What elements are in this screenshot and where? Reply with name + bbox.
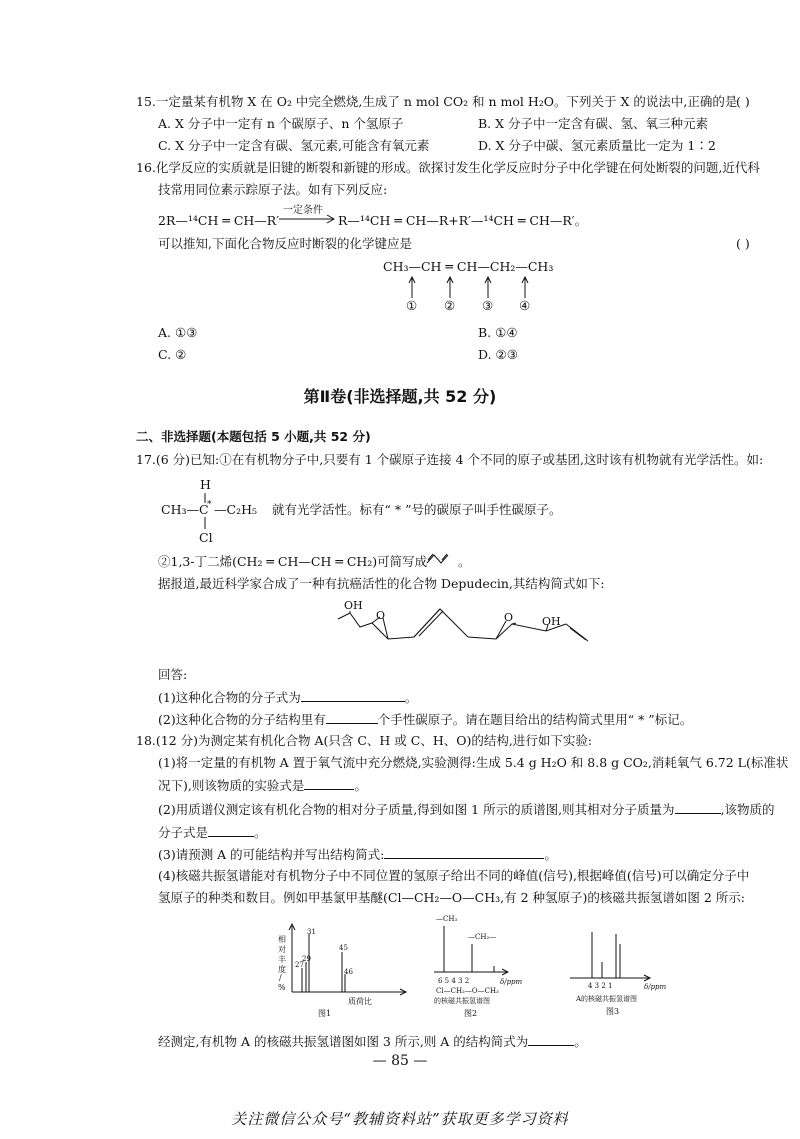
- q17-line3: 据报道,最近科学家合成了一种有抗癌活性的化合物 Depudecin,其结构简式如下:: [158, 576, 605, 591]
- q17-line1: 17.(6 分)已知:①在有机物分子中,只要有 1 个碳原子连接 4 个不同的原子或基团,这时该有机物就有光学活性。如:: [136, 452, 764, 467]
- q18-sub2-line2: [158, 824, 267, 841]
- fig2-label-ch3: —CH₃: [436, 915, 458, 923]
- fig1-peak-label: 31: [307, 928, 316, 936]
- depudecin-OH1: OH: [344, 599, 363, 612]
- q16-line3: 可以推知,下面化合物反应时断裂的化学键应是: [158, 236, 412, 251]
- fig1-xlabel: 质荷比: [348, 997, 372, 1006]
- butadiene-skeletal: [425, 551, 455, 567]
- q18-final-end: 。: [574, 1034, 587, 1049]
- fig2-nmr-spectrum: [424, 912, 536, 1020]
- fig2-caption: 图2: [464, 1009, 478, 1018]
- q18-sub1-line2: [158, 777, 367, 794]
- q18-sub2-line2-end: 。: [254, 825, 267, 840]
- q18-sub2-text: (2)用质谱仪测定该有机化合物的相对分子质量,得到如图 1 所示的质谱图,则其相对分子质量为: [158, 802, 675, 817]
- fig1-peak-label: 29: [302, 955, 311, 963]
- q17-butadiene-end: 。: [458, 554, 471, 569]
- q15-answer-paren[interactable]: ( ): [736, 94, 750, 109]
- q16-option-a: A. ①③: [158, 325, 198, 340]
- q18-sub1-line1: (1)将一定量的有机物 A 置于氧气流中充分燃烧,实验测得:生成 5.4 g H₂O 和 8.8 g CO₂,消耗氧气 6.72 L(标准状: [158, 755, 789, 770]
- q18-sub4-line2: 氢原子的种类和数目。例如甲基氯甲基醚(Cl—CH₂—O—CH₃,有 2 种氢原子)的核磁共振氢谱如图 2 所示:: [158, 890, 746, 905]
- fig3-caption: 图3: [606, 1007, 620, 1016]
- fig1-ylabel-char: 丰: [278, 955, 286, 964]
- depudecin-structure: [330, 597, 610, 662]
- q17-sub2: [158, 711, 692, 728]
- q16-equation-right: R—¹⁴CH ═ CH—R+R′—¹⁴CH ═ CH—R′。: [338, 213, 588, 228]
- q16-line1: 16.化学反应的实质就是旧键的断裂和新键的形成。欲探讨发生化学反应时分子中化学键在何处断裂的问题,近代科: [136, 160, 760, 175]
- q18-sub2-blank1[interactable]: [675, 801, 721, 814]
- page-number: — 85 —: [372, 1053, 428, 1069]
- q17-sub1-blank[interactable]: [301, 689, 405, 702]
- q16-option-b: B. ①④: [478, 325, 518, 340]
- fig1-ylabel-char: %: [278, 983, 286, 992]
- fig1-mass-spectrum: [276, 912, 416, 1020]
- q16-bond-label-2: ②: [444, 298, 456, 313]
- chiral-example-left: CH₃—C: [161, 502, 209, 517]
- q15-option-c: C. X 分子中一定含有碳、氢元素,可能含有氧元素: [158, 138, 430, 153]
- q16-condition: 一定条件: [283, 205, 323, 216]
- chiral-example-Cl: Cl: [199, 530, 213, 545]
- depudecin-O1: O: [376, 609, 386, 622]
- q18-sub3-end: 。: [544, 847, 557, 862]
- q17-sub2-text: (2)这种化合物的分子结构里有: [158, 712, 326, 727]
- q15-option-a: A. X 分子中一定有 n 个碳原子、n 个氢原子: [158, 116, 404, 131]
- q18-sub2-line2-text: 分子式是: [158, 825, 209, 840]
- q16-option-d: D. ②③: [478, 347, 518, 362]
- q18-sub4-line1: (4)核磁共振氢谱能对有机物分子中不同位置的氢原子给出不同的峰值(信号),根据峰值(信号)可以确定分子中: [158, 868, 750, 883]
- q18-sub1-blank[interactable]: [304, 777, 354, 790]
- q15-stem: 15.一定量某有机物 X 在 O₂ 中完全燃烧,生成了 n mol CO₂ 和 n mol H₂O。下列关于 X 的说法中,正确的是: [136, 94, 738, 109]
- q16-equation-left: 2R—¹⁴CH ═ CH—R′: [158, 213, 280, 228]
- fig1-ylabel-char: 对: [278, 945, 286, 954]
- q18-sub3-blank[interactable]: [384, 846, 544, 859]
- fig2-label-ch2: —CH₂—: [468, 933, 497, 941]
- fig2-ticks: 6 5 4 3 2: [438, 977, 470, 985]
- q18-sub1-text: 况下),则该物质的实验式是: [158, 778, 305, 793]
- q15-option-b: B. X 分子中一定含有碳、氢、氧三种元素: [478, 116, 709, 131]
- q15-option-d: D. X 分子中碳、氢元素质量比一定为 1∶2: [478, 138, 716, 153]
- fig3-ticks: 4 3 2 1: [588, 982, 613, 990]
- q18-sub2-blank2[interactable]: [208, 824, 254, 837]
- q17-sub1: [158, 689, 417, 706]
- depudecin-O2: O: [504, 611, 514, 624]
- q18-sub1-end: 。: [354, 778, 367, 793]
- q16-bond-label-1: ①: [406, 298, 418, 313]
- q18-final: [158, 1033, 587, 1050]
- q17-answer: 回答:: [158, 667, 188, 682]
- q17-sub2-end: 个手性碳原子。请在题目给出的结构简式里用“ * ”标记。: [377, 712, 693, 727]
- q17-butadiene-text: ②1,3-丁二烯(CH₂ ═ CH—CH ═ CH₂)可简写成: [158, 554, 428, 569]
- q16-line2: 技常用同位素示踪原子法。如有下列反应:: [158, 182, 388, 197]
- chiral-example-right: —C₂H₅: [214, 502, 257, 517]
- fig3-nmr-spectrum: [566, 912, 676, 1020]
- q18-line1: 18.(12 分)为测定某有机化合物 A(只含 C、H 或 C、H、O)的结构,进行如下实验:: [136, 733, 593, 748]
- fig1-ylabel-char: 度: [278, 965, 286, 974]
- fig2-subtitle: 的核磁共振氢谱图: [434, 997, 490, 1005]
- q16-option-c: C. ②: [158, 347, 187, 362]
- q18-final-blank[interactable]: [528, 1033, 574, 1046]
- fig1-caption: 图1: [318, 1009, 332, 1018]
- fig2-compound: Cl—CH₂—O—CH₃: [436, 987, 499, 995]
- q16-reaction-arrow: [279, 214, 337, 224]
- fig3-subtitle: A的核磁共振氢谱图: [576, 995, 638, 1003]
- q18-sub3: [158, 846, 557, 863]
- fig3-unit: δ/ppm: [644, 983, 667, 991]
- fig1-ylabel-char: /: [279, 973, 282, 982]
- q18-sub3-text: (3)请预测 A 的可能结构并写出结构简式:: [158, 847, 385, 862]
- section-title: 第Ⅱ卷(非选择题,共 52 分): [303, 387, 497, 406]
- q17-sub2-blank[interactable]: [326, 711, 378, 724]
- fig1-ylabel-char: 相: [278, 935, 286, 944]
- q16-bond-label-3: ③: [482, 298, 494, 313]
- chiral-example-H: H: [200, 477, 211, 492]
- q18-sub2-line1: [158, 801, 775, 818]
- section-heading: 二、非选择题(本题包括 5 小题,共 52 分): [136, 429, 371, 444]
- fig1-peak-label: 46: [344, 968, 353, 976]
- q16-structure: CH₃—CH ═ CH—CH₂—CH₃: [383, 259, 554, 274]
- chiral-star: *: [207, 500, 212, 510]
- fig1-peak-label: 45: [339, 944, 348, 952]
- q18-sub2-text-end: ,该物质的: [720, 802, 775, 817]
- fig1-peak-label: 27: [295, 961, 304, 969]
- q17-chiral-text: 就有光学活性。标有“ * ”号的碳原子叫手性碳原子。: [272, 502, 562, 517]
- q17-sub1-end: 。: [404, 690, 418, 705]
- q18-final-text: 经测定,有机物 A 的核磁共振氢谱图如图 3 所示,则 A 的结构简式为: [158, 1034, 529, 1049]
- q17-sub1-text: (1)这种化合物的分子式为: [158, 690, 301, 705]
- footer-watermark: 关注微信公众号“教辅资料站”获取更多学习资料: [231, 1110, 569, 1128]
- q16-answer-paren[interactable]: ( ): [736, 236, 750, 251]
- depudecin-OH2: OH: [542, 615, 561, 628]
- fig2-unit: δ/ppm: [500, 978, 523, 986]
- q16-bond-label-4: ④: [519, 298, 531, 313]
